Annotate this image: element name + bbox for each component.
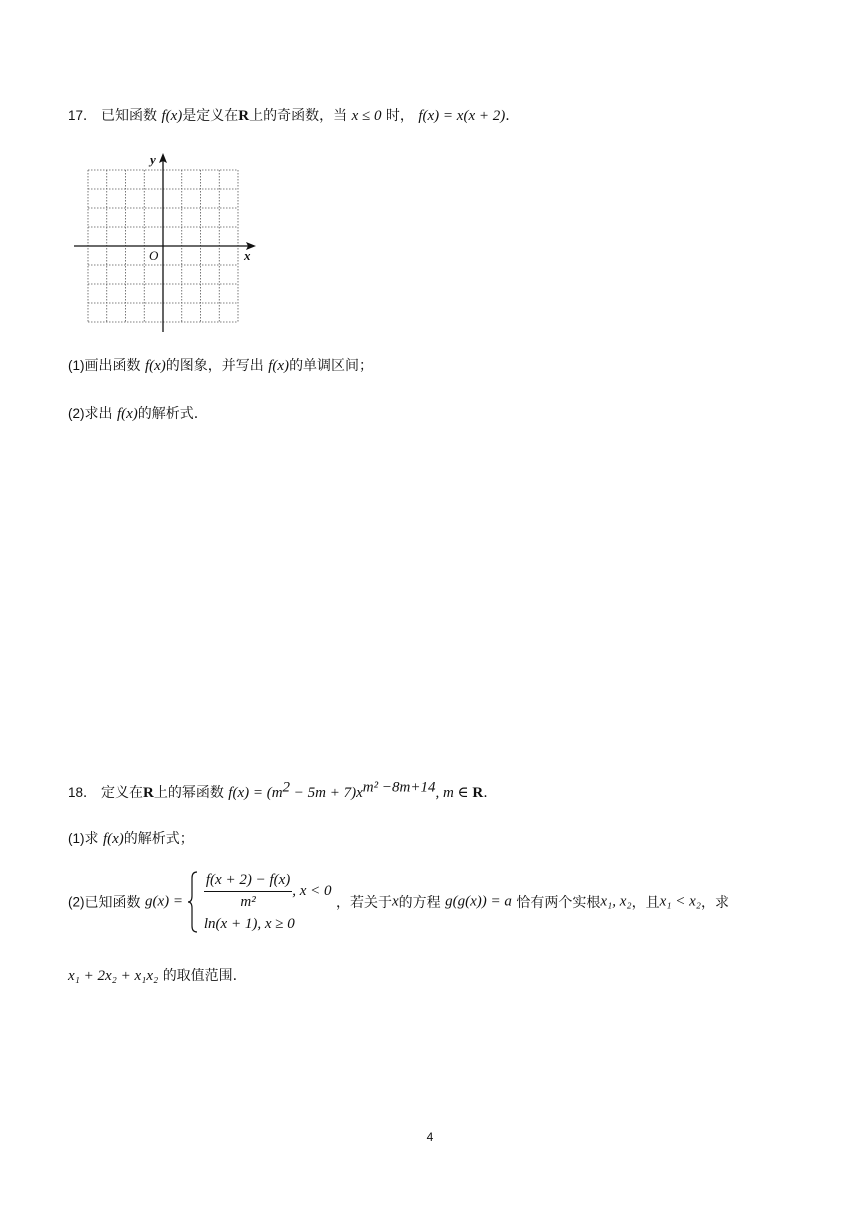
q17-number: 17． bbox=[68, 108, 97, 123]
q18-R: R bbox=[142, 785, 154, 801]
q18-exponent: m² −8m+14 bbox=[362, 779, 436, 796]
q17-fx: f(x) bbox=[161, 108, 183, 124]
q17-sub1-b: 的图象，并写出 bbox=[165, 358, 264, 374]
q17-condition: x ≤ 0 bbox=[351, 108, 382, 124]
coordinate-grid-figure bbox=[70, 148, 270, 338]
q17-sub2 bbox=[68, 404, 198, 424]
q18-x: x bbox=[392, 893, 399, 910]
q18-inequality: x₁ < x₂ bbox=[659, 893, 701, 910]
q17-stem-a: 已知函数 bbox=[100, 108, 157, 124]
q17-formula: f(x) = x(x + 2) bbox=[418, 108, 506, 124]
q17-sub1-fx: f(x) bbox=[144, 358, 166, 374]
q17-stem bbox=[68, 106, 510, 126]
q17-sub2-a: 求出 bbox=[84, 406, 113, 422]
page-number: 4 bbox=[426, 1130, 434, 1144]
q17-sub2-number: (2) bbox=[68, 406, 85, 421]
q18-gx: g(x) = bbox=[144, 893, 183, 910]
q18-R2: R bbox=[472, 785, 484, 801]
q17-sub2-b: 的解析式. bbox=[137, 406, 199, 422]
q18-equation: g(g(x)) = a bbox=[445, 893, 512, 910]
q18-expression: x₁ + 2x₂ + x₁x₂ bbox=[68, 968, 159, 984]
q18-sub2-f: ，求 bbox=[700, 895, 729, 911]
q18-sub2-g: 的取值范围. bbox=[162, 968, 238, 984]
origin-label: O bbox=[149, 248, 159, 263]
q18-sub1-number: (1) bbox=[68, 831, 85, 846]
q17-sub1-c: 的单调区间； bbox=[289, 358, 374, 374]
q17-sub1-fx2: f(x) bbox=[268, 358, 290, 374]
case1-condition: , x < 0 bbox=[292, 883, 332, 899]
q18-stem-a: 定义在 bbox=[100, 785, 143, 801]
q18-formula-tail: , m ∈ bbox=[435, 785, 473, 801]
q18-sub1-fx: f(x) bbox=[102, 831, 124, 847]
q18-sub2-d: 恰有两个实根 bbox=[516, 895, 601, 911]
case1-fraction bbox=[204, 871, 292, 911]
q17-sub2-fx: f(x) bbox=[116, 406, 138, 422]
q17-stem-b: 是定义在 bbox=[182, 108, 239, 124]
q18-sub1-a: 求 bbox=[84, 831, 99, 847]
q18-sub2-c: 的方程 bbox=[398, 895, 441, 911]
q17-R: R bbox=[238, 108, 250, 124]
q18-sub1-b: 的解析式； bbox=[123, 831, 194, 847]
x-axis-label: x bbox=[244, 248, 251, 263]
case1-denominator: m² bbox=[240, 894, 256, 910]
q18-sub2-number: (2) bbox=[68, 894, 85, 910]
q17-period: . bbox=[505, 108, 510, 124]
q18-sub2-b: ，若关于 bbox=[336, 895, 392, 911]
q17-sub1-a: 画出函数 bbox=[84, 358, 141, 374]
q18-sub2 bbox=[68, 870, 729, 934]
y-axis-label: y bbox=[150, 152, 156, 167]
q18-sub2-e: ，且 bbox=[631, 895, 660, 911]
q18-sub2-a: 已知函数 bbox=[84, 895, 141, 911]
q18-stem-b: 上的幂函数 bbox=[153, 785, 224, 801]
q17-sub1 bbox=[68, 356, 373, 376]
q17-stem-d: 时， bbox=[385, 108, 414, 124]
left-brace bbox=[187, 870, 199, 934]
q18-stem: 18． 定义在R上的幂函数 $f(x) = (m^2 - 5m + 7)x^{m^2 -8m+14}$, m ∈ R. bbox=[68, 779, 488, 801]
q18-sub1 bbox=[68, 829, 194, 849]
piecewise-definition bbox=[187, 870, 331, 934]
q18-number: 18． bbox=[68, 785, 97, 800]
case1-numerator: f(x + 2) − f(x) bbox=[204, 871, 292, 892]
q18-sub2-cont bbox=[68, 966, 237, 986]
q18-roots: x₁, x₂ bbox=[600, 893, 632, 910]
q18-formula-left: f(x) = (m bbox=[228, 785, 283, 801]
q18-formula-mid: − 5m + 7)x bbox=[290, 785, 363, 801]
q17-sub1-number: (1) bbox=[68, 358, 85, 373]
q18-period: . bbox=[483, 785, 488, 801]
case2: ln(x + 1), x ≥ 0 bbox=[203, 916, 295, 932]
q17-stem-c: 上的奇函数，当 bbox=[249, 108, 348, 124]
